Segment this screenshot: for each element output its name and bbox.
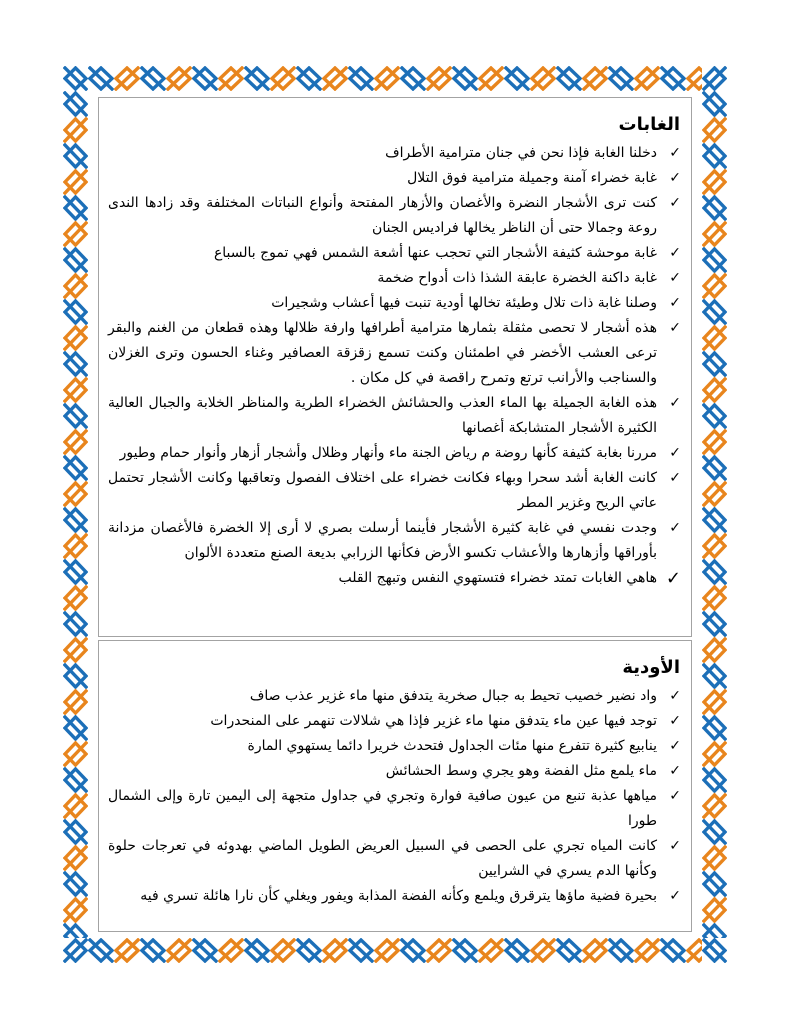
list-item	[108, 759, 682, 784]
border-strip-top-icon	[88, 66, 702, 91]
list-item	[108, 191, 682, 241]
checkmark-icon: ✓	[669, 320, 681, 336]
checkmark-icon: ✓	[669, 520, 681, 536]
decorative-art-border	[63, 66, 727, 963]
checkmark-icon: ✓	[669, 395, 681, 411]
border-corner-bottom-left-icon	[63, 938, 88, 963]
checkmark-icon: ✓	[669, 763, 681, 779]
list-item-text: مررنا بغابة كثيفة كأنها روضة م رياض الجنة ماء وأنهار وظلال وأشجار أزهار وأنوار حمام وطيور	[119, 445, 657, 461]
section-title-valleys: الأودية	[622, 657, 680, 678]
list-item	[108, 466, 682, 516]
checkmark-icon: ✓	[669, 245, 681, 261]
list-item	[108, 734, 682, 759]
checkmark-icon: ✓	[669, 838, 681, 854]
list-item-text: وجدت نفسي في غابة كثيرة الأشجار فأينما أرسلت بصري لا أرى إلا الخضرة فالأغصان مزدانة بأوراقها وأزهارها والأعشاب تكسو الأرض فكأنها الزرابي بديعة الصنع متعددة الألوان	[108, 520, 657, 561]
checkmark-icon: ✓	[669, 270, 681, 286]
list-item-text: كانت المياه تجري على الحصى في السبيل العريض الطويل الماضي بهدوئه في تعرجات حلوة وكأنها الدم يسري في الشرايين	[108, 838, 657, 879]
valleys-checklist	[108, 684, 682, 909]
list-item-text: ينابيع كثيرة تتفرع منها مئات الجداول فتحدث خريرا دائما يستهوي المارة	[247, 738, 657, 754]
checkmark-icon: ✓	[669, 470, 681, 486]
list-item	[108, 166, 682, 191]
section-forests	[98, 97, 692, 637]
list-item-text: مياهها عذبة تنبع من عيون صافية فوارة وتجري في جداول متجهة إلى اليمين تارة وإلى الشمال طورا	[108, 788, 657, 829]
list-item-text: دخلنا الغابة فإذا نحن في جنان مترامية الأطراف	[385, 145, 657, 161]
list-item	[108, 316, 682, 391]
list-item-text: ماء يلمع مثل الفضة وهو يجري وسط الحشائش	[385, 763, 657, 779]
list-item-text: غابة خضراء آمنة وجميلة مترامية فوق التلال	[407, 170, 657, 186]
checkmark-icon: ✓	[669, 888, 681, 904]
list-item	[108, 834, 682, 884]
checkmark-icon: ✓	[669, 295, 681, 311]
border-corner-bottom-right-icon	[702, 938, 727, 963]
checkmark-icon: ✓	[669, 713, 681, 729]
list-item	[108, 784, 682, 834]
border-corner-top-right-icon	[702, 66, 727, 91]
section-title-forests: الغابات	[618, 114, 680, 135]
list-item	[108, 391, 682, 441]
page-content	[88, 91, 702, 938]
checkmark-icon: ✓	[669, 738, 681, 754]
checkmark-icon: ✓	[669, 145, 681, 161]
checkmark-icon: ✓	[669, 688, 681, 704]
list-item	[108, 684, 682, 709]
list-item-text: واد نضير خصيب تحيط به جبال صخرية يتدفق منها ماء غزير عذب صاف	[249, 688, 657, 704]
checkmark-icon: ✓	[669, 788, 681, 804]
list-item-text: كنت ترى الأشجار النضرة والأغصان والأزهار المفتحة وأنواع النباتات المختلفة وقد زادها الندى روعة وجمالا حتى أن الناظر يخالها فراديس الجنان	[108, 195, 657, 236]
list-item-text: هذه أشجار لا تحصى مثقلة بثمارها مترامية أطرافها وارفة ظلالها وهذه قطعان من الغنم والبقر ترعى العشب الأخضر في اطمئنان وكنت تسمع زقزقة العصافير وغناء الحسون وترى الغزلان والسناجب والأرانب ترتع وتمرح راقصة في كل مكان .	[108, 320, 657, 386]
list-item	[108, 141, 682, 166]
list-item	[108, 709, 682, 734]
list-item-text: هذه الغابة الجميلة بها الماء العذب والحشائش الخضراء الطرية والمناظر الخلابة والجبال العالية الكثيرة الأشجار المتشابكة أغصانها	[108, 395, 657, 436]
section-valleys	[98, 640, 692, 932]
list-item	[108, 241, 682, 266]
list-item	[108, 516, 682, 566]
list-item	[108, 291, 682, 316]
border-strip-left-icon	[63, 91, 88, 938]
list-item-text: هاهي الغابات تمتد خضراء فتستهوي النفس وتبهج القلب	[338, 570, 657, 586]
list-item-text: بحيرة فضية ماؤها يترقرق ويلمع وكأنه الفضة المذابة ويفور ويغلي كأن نارا هائلة تسري فيه	[140, 888, 657, 904]
list-item-text: غابة داكنة الخضرة عابقة الشذا ذات أدواح ضخمة	[377, 270, 657, 286]
list-item	[108, 266, 682, 291]
list-item-text: توجد فيها عين ماء يتدفق منها ماء غزير فإذا هي شلالات تنهمر على المنحدرات	[210, 713, 657, 729]
border-strip-bottom-icon	[88, 938, 702, 963]
forests-checklist	[108, 141, 682, 591]
list-item	[108, 884, 682, 909]
border-corner-top-left-icon	[63, 66, 88, 91]
border-strip-right-icon	[702, 91, 727, 938]
list-item-text: غابة موحشة كثيفة الأشجار التي تحجب عنها أشعة الشمس فهي تموج بالسباع	[213, 245, 657, 261]
checkmark-icon: ✓	[669, 170, 681, 186]
list-item-text: كانت الغابة أشد سحرا وبهاء فكانت خضراء على اختلاف الفصول وتعاقبها وكانت الأشجار تحتمل عاتي الريح وغزير المطر	[108, 470, 657, 511]
list-item	[108, 566, 682, 591]
checkmark-icon: ✓	[665, 568, 681, 589]
list-item	[108, 441, 682, 466]
checkmark-icon: ✓	[669, 195, 681, 211]
checkmark-icon: ✓	[669, 445, 681, 461]
list-item-text: وصلنا غابة ذات تلال وطيئة تخالها أودية تنبت فيها أعشاب وشجيرات	[271, 295, 657, 311]
